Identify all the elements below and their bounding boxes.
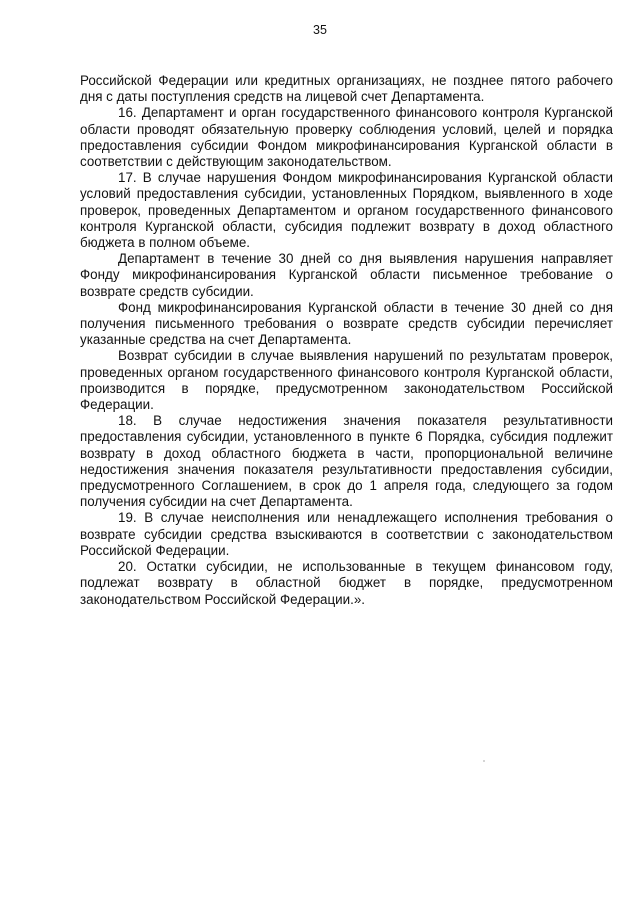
paragraph-17: 17. В случае нарушения Фондом микрофинансирования Курганской области условий предоставления субсидии, установленных Порядком, выявленного в ходе проверок, проведенных Департаментом и органом государственного финансового контроля Курганской области, субсидия подлежит возврату в доход областного бюджета в полном объеме. bbox=[80, 170, 613, 251]
paragraph-20: 20. Остатки субсидии, не использованные в текущем финансовом году, подлежат возврату в областной бюджет в порядке, предусмотренном законодательством Российской Федерации.». bbox=[80, 559, 613, 607]
paragraph-16: 16. Департамент и орган государственного финансового контроля Курганской области проводят обязательную проверку соблюдения условий, целей и порядка предоставления субсидии Фондом микрофинансирования Курганской области в соответствии с действующим законодательством. bbox=[80, 105, 613, 170]
paragraph-19: 19. В случае неисполнения или ненадлежащего исполнения требования о возврате субсидии средства взыскиваются в соответствии с законодательством Российской Федерации. bbox=[80, 510, 613, 558]
paragraph-18: 18. В случае недостижения значения показателя результативности предоставления субсидии, установленного в пункте 6 Порядка, субсидия подлежит возврату в доход областного бюджета в части, пропорциональной величине недостижения значения показателя результативности предоставления субсидии, предусмотренного Соглашением, в срок до 1 апреля года, следующего за годом получения субсидии на счет Департамента. bbox=[80, 413, 613, 510]
page-number: 35 bbox=[313, 23, 327, 37]
paragraph-17-audit-return: Возврат субсидии в случае выявления нарушений по результатам проверок, проведенных органом государственного финансового контроля Курганской области, производится в порядке, предусмотренном законодательством Российской Федерации. bbox=[80, 348, 613, 413]
paragraph-17-return: Фонд микрофинансирования Курганской области в течение 30 дней со дня получения письменного требования о возврате средств субсидии перечисляет указанные средства на счет Департамента. bbox=[80, 299, 613, 348]
scan-speck bbox=[483, 760, 485, 762]
paragraph-17-notice: Департамент в течение 30 дней со дня выявления нарушения направляет Фонду микрофинансирования Курганской области письменное требование о возврате средств субсидии. bbox=[80, 251, 613, 299]
document-body bbox=[80, 73, 613, 608]
paragraph-continuation: Российской Федерации или кредитных организациях, не позднее пятого рабочего дня с даты поступления средств на лицевой счет Департамента. bbox=[80, 73, 613, 105]
